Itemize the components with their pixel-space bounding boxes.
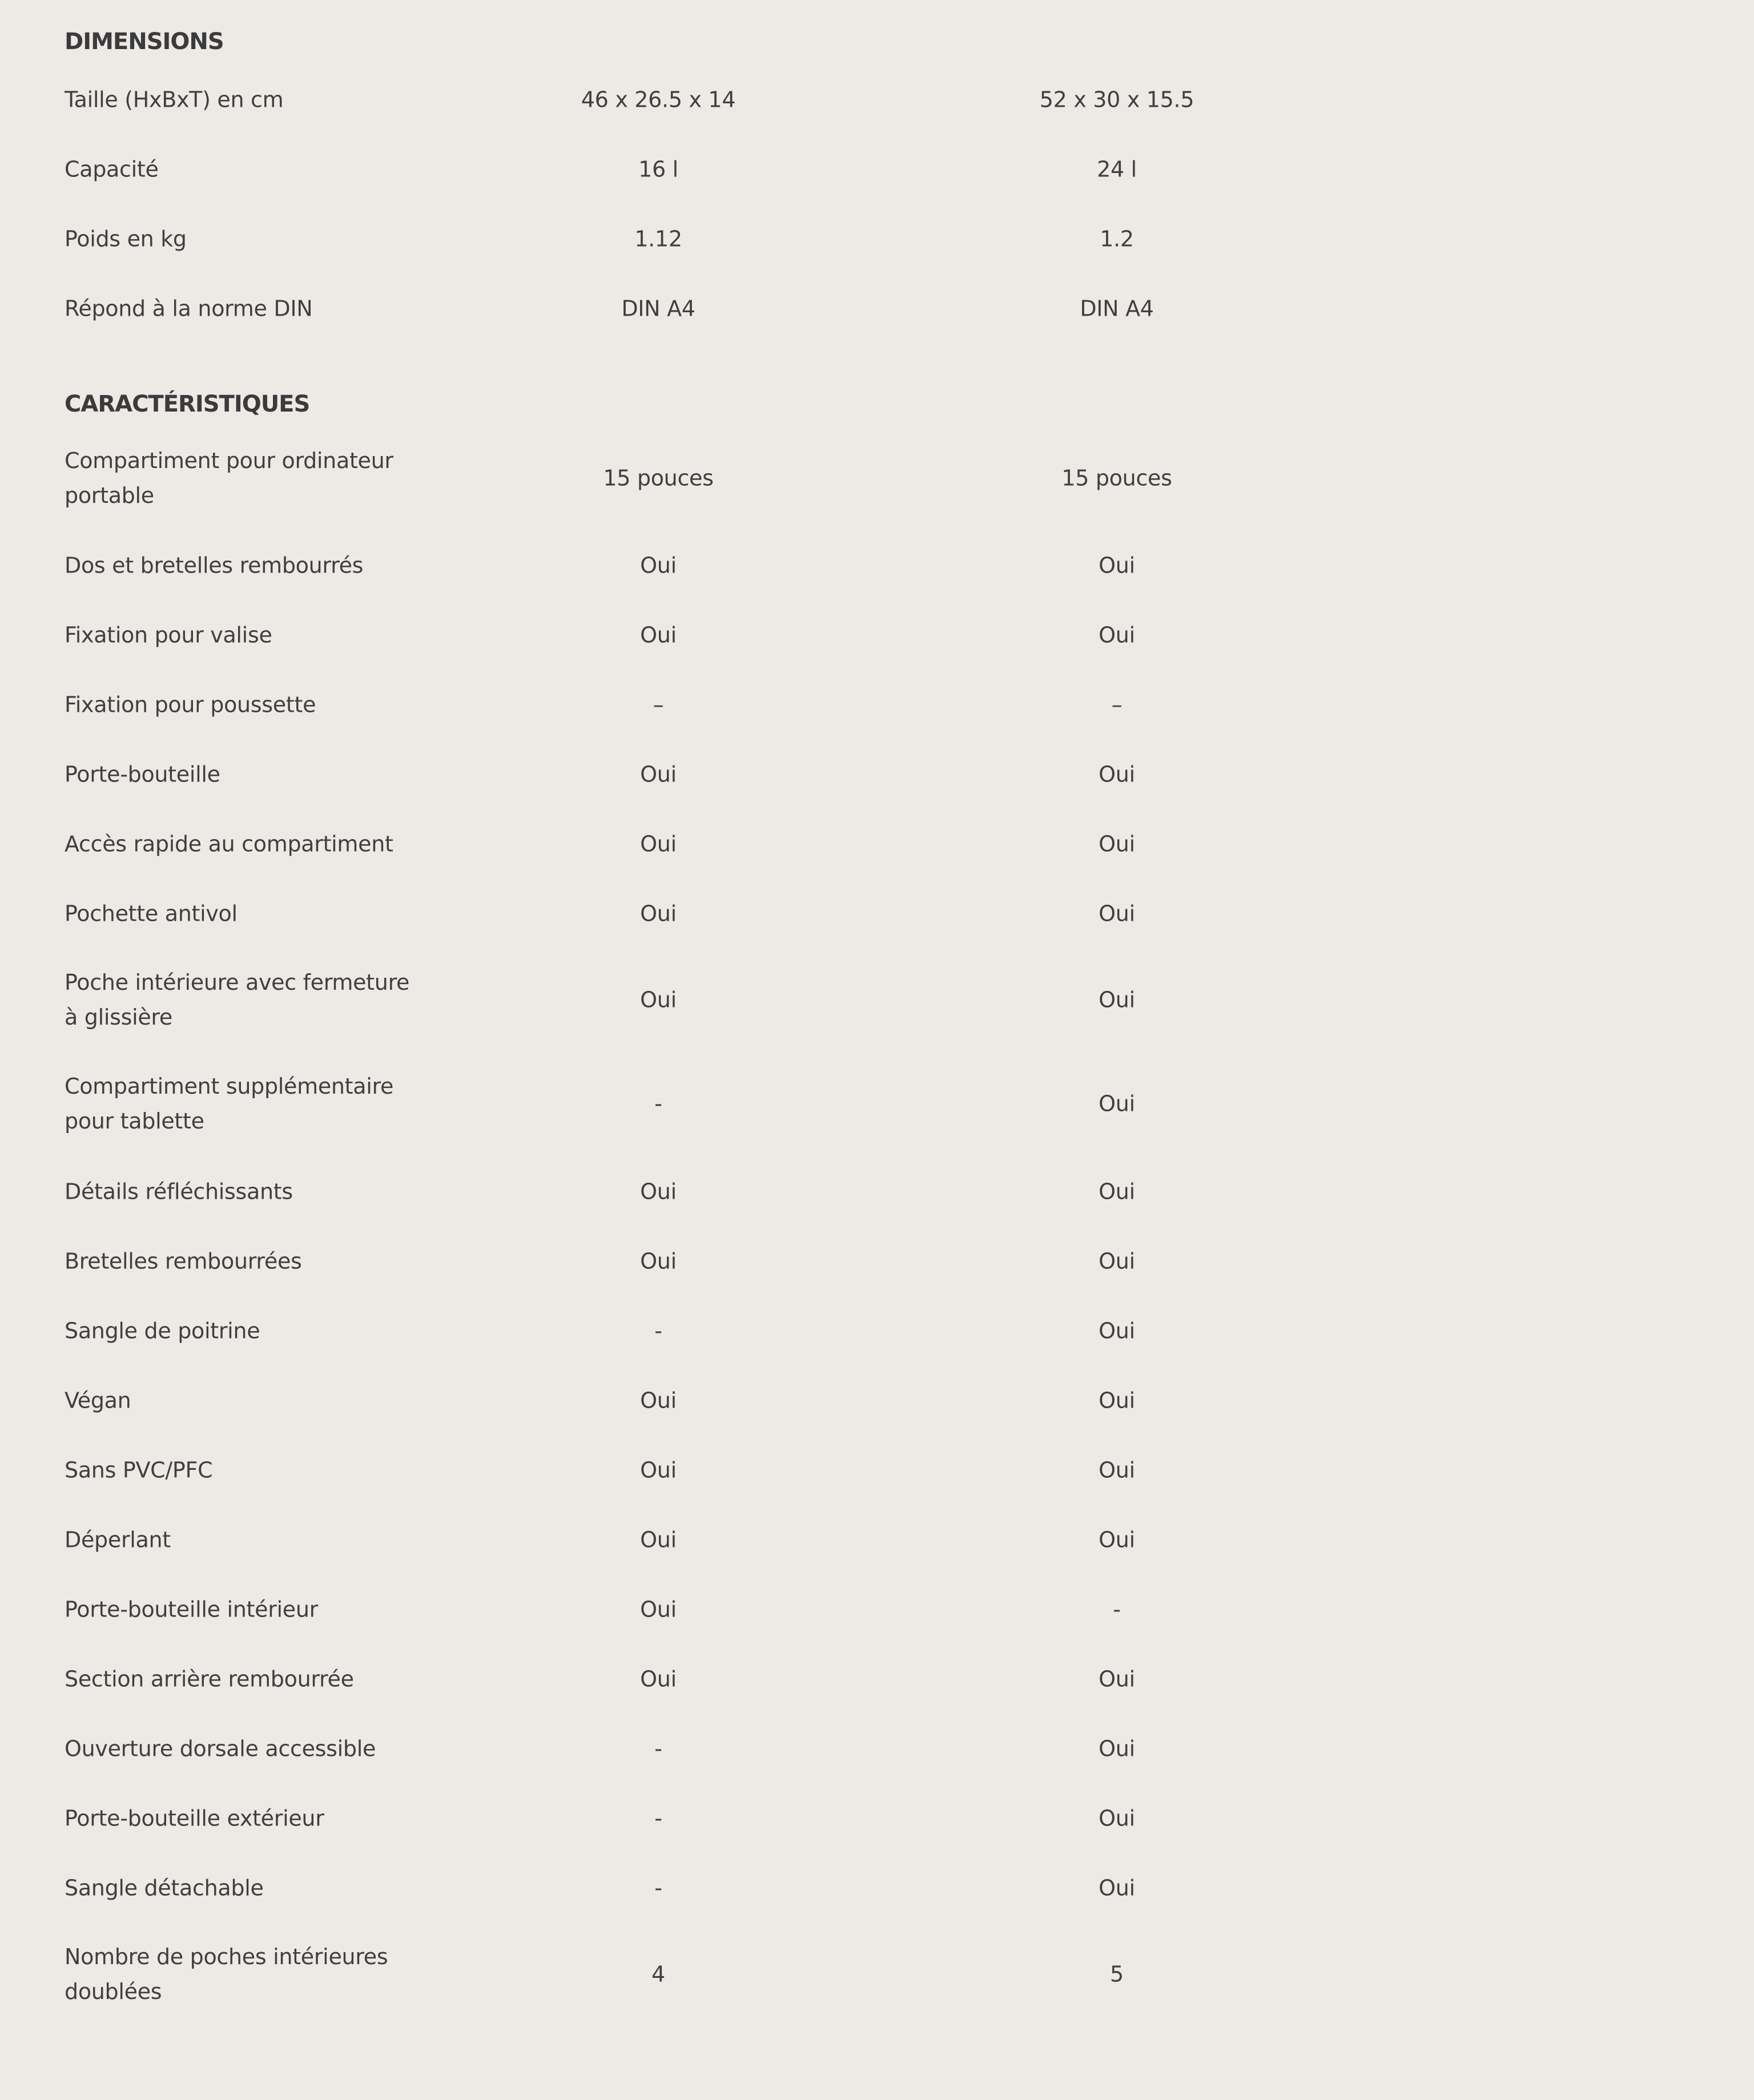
spec-row-water-repellent bbox=[65, 1522, 1754, 1557]
spec-value-product-1: Oui bbox=[640, 1527, 677, 1552]
spec-value-product-2: - bbox=[1113, 1597, 1121, 1622]
spec-value-product-1: 4 bbox=[651, 1961, 665, 1987]
spec-label: Détails réfléchissants bbox=[65, 1179, 293, 1204]
spec-value-product-1: Oui bbox=[640, 1388, 677, 1413]
spec-value-product-2: – bbox=[1111, 692, 1123, 717]
spec-label: Déperlant bbox=[65, 1527, 171, 1552]
spec-value-product-1: Oui bbox=[640, 1457, 677, 1482]
spec-label: Porte-bouteille bbox=[65, 761, 220, 787]
spec-row-padded-back-section bbox=[65, 1662, 1754, 1696]
spec-label: Dos et bretelles rembourrés bbox=[65, 553, 364, 578]
spec-row-detachable-strap bbox=[65, 1871, 1754, 1905]
characteristics-heading: CARACTÉRISTIQUES bbox=[65, 391, 310, 417]
spec-row-bottle-holder bbox=[65, 757, 1754, 792]
spec-row-padded-straps bbox=[65, 1244, 1754, 1279]
spec-row-vegan bbox=[65, 1383, 1754, 1418]
spec-label: Sangle de poitrine bbox=[65, 1318, 260, 1343]
spec-label: Capacité bbox=[65, 156, 159, 182]
spec-value-product-1: 16 l bbox=[638, 156, 678, 182]
spec-value-product-2: Oui bbox=[1099, 1318, 1135, 1343]
spec-value-product-1: - bbox=[654, 1805, 662, 1831]
spec-value-product-2: Oui bbox=[1099, 831, 1135, 856]
spec-label: Sans PVC/PFC bbox=[65, 1457, 213, 1482]
spec-row-quick-access bbox=[65, 827, 1754, 861]
spec-label: Ouverture dorsale accessible bbox=[65, 1736, 376, 1761]
spec-value-product-1: 15 pouces bbox=[603, 465, 714, 491]
spec-value-product-1: Oui bbox=[640, 831, 677, 856]
spec-value-product-1: Oui bbox=[640, 1179, 677, 1204]
spec-value-product-2: Oui bbox=[1099, 1457, 1135, 1482]
spec-value-product-2: Oui bbox=[1099, 1388, 1135, 1413]
spec-row-inner-bottle-holder bbox=[65, 1592, 1754, 1627]
spec-value-product-2: Oui bbox=[1099, 1527, 1135, 1552]
spec-value-product-1: 1.12 bbox=[634, 226, 682, 251]
spec-label: Porte-bouteille intérieur bbox=[65, 1597, 318, 1622]
spec-label: Porte-bouteille extérieur bbox=[65, 1805, 324, 1831]
spec-label: Végan bbox=[65, 1388, 131, 1413]
spec-value-product-1: - bbox=[654, 1736, 662, 1761]
spec-value-product-2: Oui bbox=[1099, 901, 1135, 926]
spec-value-product-2: Oui bbox=[1099, 1666, 1135, 1691]
spec-row-pvc-pfc-free bbox=[65, 1453, 1754, 1488]
spec-row-padded-back bbox=[65, 548, 1754, 583]
spec-label: Taille (HxBxT) en cm bbox=[65, 87, 284, 112]
spec-value-product-1: Oui bbox=[640, 553, 677, 578]
spec-label: Compartiment pour ordinateur portable bbox=[65, 448, 393, 508]
spec-value-product-2: 24 l bbox=[1097, 156, 1137, 182]
spec-value-product-1: Oui bbox=[640, 1666, 677, 1691]
spec-value-product-2: 15 pouces bbox=[1061, 465, 1172, 491]
spec-row-luggage-strap bbox=[65, 618, 1754, 652]
spec-value-product-2: Oui bbox=[1099, 1875, 1135, 1900]
spec-value-product-2: 1.2 bbox=[1100, 226, 1134, 251]
spec-label: Répond à la norme DIN bbox=[65, 296, 313, 321]
spec-value-product-2: DIN A4 bbox=[1080, 296, 1154, 321]
spec-row-laptop-compartment bbox=[65, 444, 1754, 513]
spec-label: Accès rapide au compartiment bbox=[65, 831, 393, 856]
spec-value-product-2: 5 bbox=[1110, 1961, 1124, 1987]
spec-row-outer-bottle-holder bbox=[65, 1801, 1754, 1836]
spec-value-product-1: Oui bbox=[640, 622, 677, 647]
spec-value-product-1: Oui bbox=[640, 1597, 677, 1622]
spec-label: Compartiment supplémentaire pour tablette bbox=[65, 1074, 394, 1134]
dimensions-heading: DIMENSIONS bbox=[65, 29, 224, 55]
spec-row-zip-inner-pocket bbox=[65, 965, 1754, 1035]
spec-value-product-2: Oui bbox=[1099, 553, 1135, 578]
spec-row-reflective-details bbox=[65, 1174, 1754, 1209]
spec-row-stroller-attachment bbox=[65, 687, 1754, 722]
spec-value-product-2: 52 x 30 x 15.5 bbox=[1039, 87, 1194, 112]
spec-value-product-1: Oui bbox=[640, 987, 677, 1013]
spec-label: Nombre de poches intérieures doublées bbox=[65, 1944, 388, 2004]
spec-row-din bbox=[65, 291, 1754, 326]
spec-row-capacity bbox=[65, 152, 1754, 187]
spec-row-lined-inner-pockets bbox=[65, 1940, 1754, 2009]
spec-value-product-1: Oui bbox=[640, 901, 677, 926]
spec-label: Poids en kg bbox=[65, 226, 187, 251]
spec-value-product-1: DIN A4 bbox=[621, 296, 695, 321]
spec-value-product-2: Oui bbox=[1099, 761, 1135, 787]
spec-label: Bretelles rembourrées bbox=[65, 1248, 302, 1273]
spec-label: Fixation pour poussette bbox=[65, 692, 316, 717]
spec-value-product-2: Oui bbox=[1099, 1248, 1135, 1273]
spec-row-back-opening bbox=[65, 1731, 1754, 1766]
spec-value-product-1: - bbox=[654, 1875, 662, 1900]
spec-row-chest-strap bbox=[65, 1313, 1754, 1348]
spec-value-product-1: – bbox=[653, 692, 664, 717]
spec-row-tablet-compartment bbox=[65, 1069, 1754, 1139]
spec-label: Fixation pour valise bbox=[65, 622, 272, 647]
spec-value-product-2: Oui bbox=[1099, 1805, 1135, 1831]
spec-value-product-2: Oui bbox=[1099, 1736, 1135, 1761]
spec-label: Sangle détachable bbox=[65, 1875, 264, 1900]
spec-row-anti-theft-pocket bbox=[65, 896, 1754, 931]
spec-label: Pochette antivol bbox=[65, 901, 238, 926]
spec-value-product-1: Oui bbox=[640, 1248, 677, 1273]
spec-value-product-2: Oui bbox=[1099, 622, 1135, 647]
spec-value-product-2: Oui bbox=[1099, 1179, 1135, 1204]
spec-value-product-1: - bbox=[654, 1318, 662, 1343]
spec-row-weight bbox=[65, 221, 1754, 256]
spec-value-product-2: Oui bbox=[1099, 987, 1135, 1013]
spec-value-product-1: 46 x 26.5 x 14 bbox=[581, 87, 736, 112]
spec-value-product-1: - bbox=[654, 1091, 662, 1116]
spec-label: Section arrière rembourrée bbox=[65, 1666, 354, 1691]
spec-row-size bbox=[65, 82, 1754, 117]
spec-label: Poche intérieure avec fermeture à glissière bbox=[65, 970, 410, 1030]
spec-value-product-1: Oui bbox=[640, 761, 677, 787]
spec-value-product-2: Oui bbox=[1099, 1091, 1135, 1116]
